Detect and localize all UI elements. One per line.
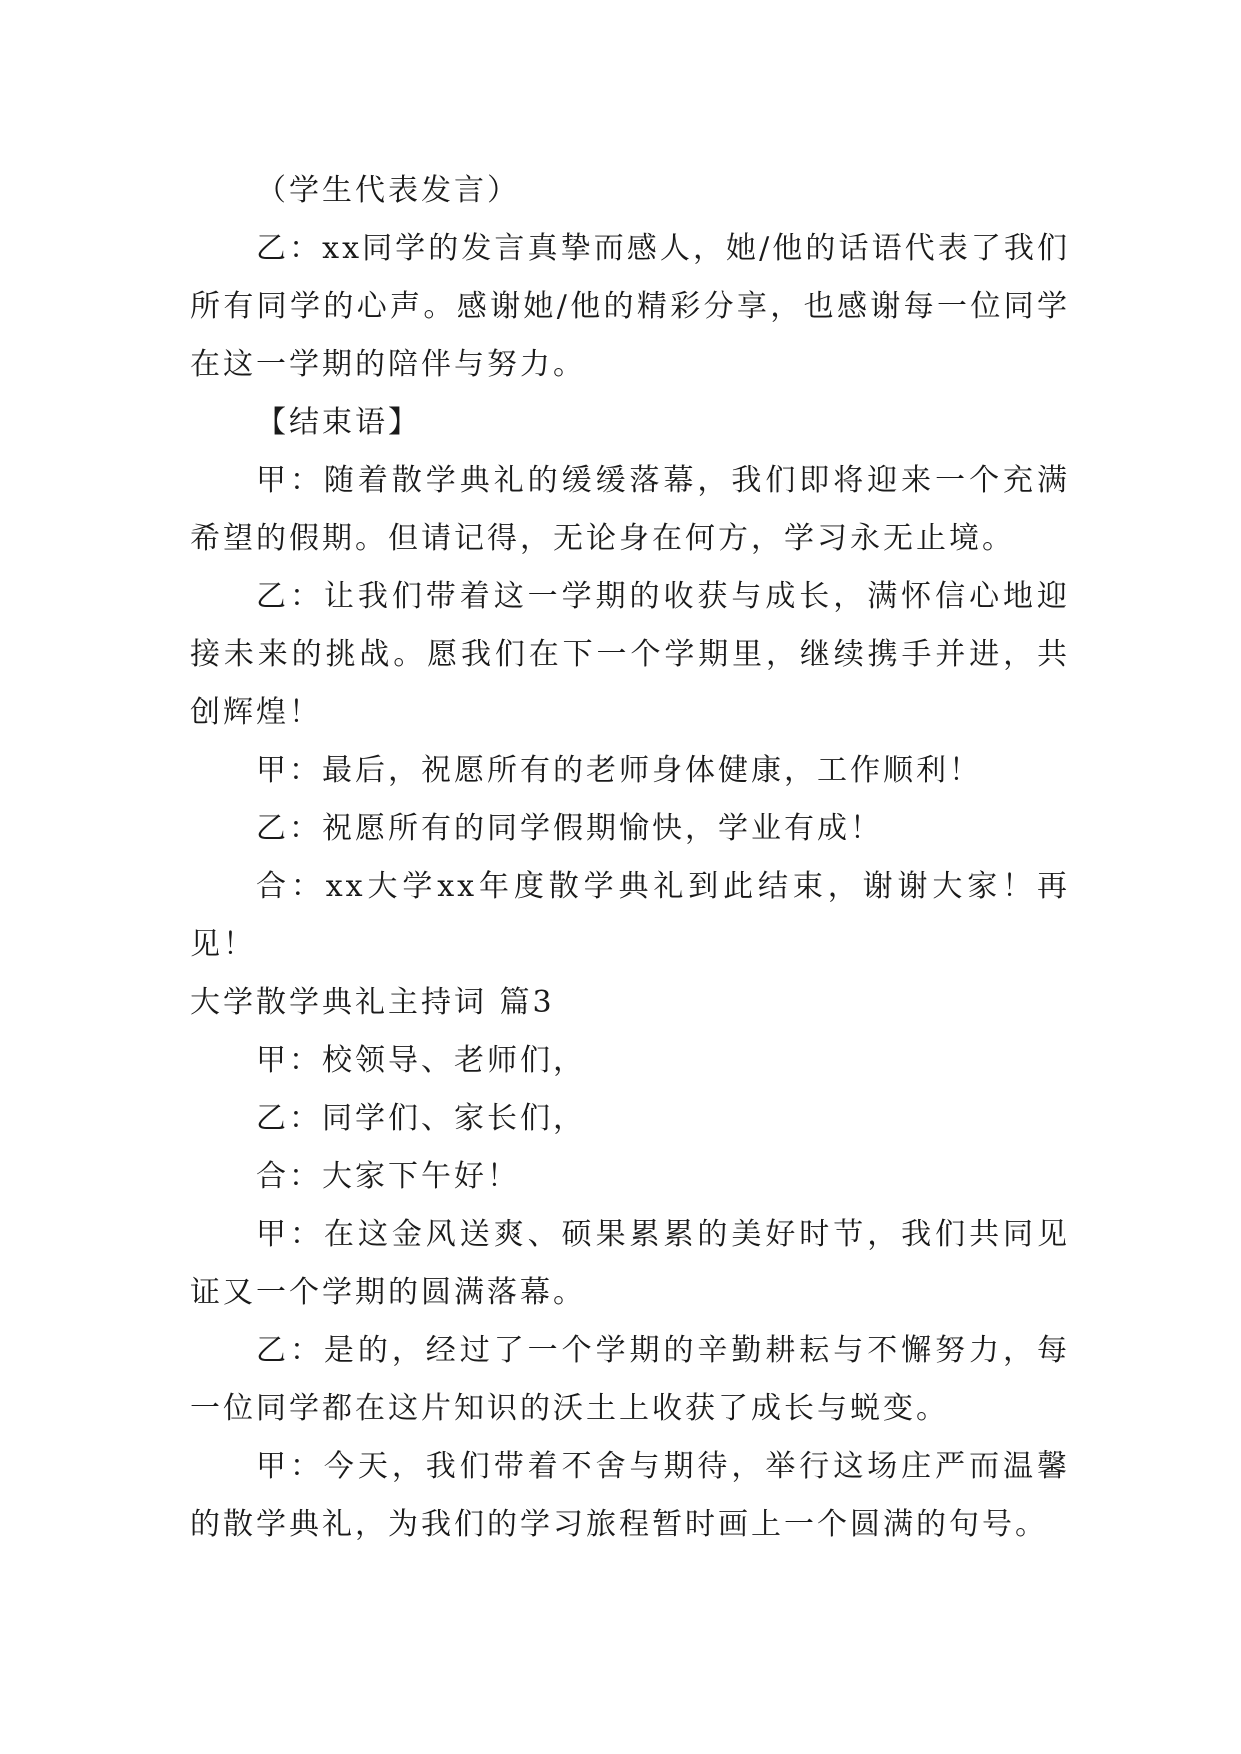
paragraph-yi-thanks: 乙：xx同学的发言真挚而感人，她/他的话语代表了我们所有同学的心声。感谢她/他的精彩分享，也感谢每一位同学在这一学期的陪伴与努力。 [190, 231, 1070, 382]
section-title: 大学散学典礼主持词 篇3 [190, 985, 555, 1020]
paragraph-yi-students: 乙：祝愿所有的同学假期愉快，学业有成！ [256, 811, 883, 846]
paragraph-jia-closing: 甲：随着散学典礼的缓缓落幕，我们即将迎来一个充满希望的假期。但请记得，无论身在何方，学习永无止境。 [190, 463, 1070, 556]
paragraph-yi-future: 乙：让我们带着这一学期的收获与成长，满怀信心地迎接未来的挑战。愿我们在下一个学期里，继续携手并进，共创辉煌！ [190, 579, 1070, 730]
paragraph-jia-season: 甲：在这金风送爽、硕果累累的美好时节，我们共同见证又一个学期的圆满落幕。 [190, 1217, 1070, 1310]
paragraph-yi-growth: 乙：是的，经过了一个学期的辛勤耕耘与不懈努力，每一位同学都在这片知识的沃土上收获了成长与蜕变。 [190, 1333, 1070, 1426]
document-body [190, 162, 1070, 1554]
paragraph-he-end: 合：xx大学xx年度散学典礼到此结束，谢谢大家！再见！ [190, 869, 1070, 962]
paragraph-he-greeting: 合：大家下午好！ [256, 1159, 520, 1194]
paragraph-closing-heading: 【结束语】 [256, 405, 421, 440]
paragraph-jia-teachers: 甲：最后，祝愿所有的老师身体健康，工作顺利！ [256, 753, 982, 788]
paragraph-jia-greeting: 甲：校领导、老师们， [256, 1043, 586, 1078]
paragraph-jia-ceremony: 甲：今天，我们带着不舍与期待，举行这场庄严而温馨的散学典礼，为我们的学习旅程暂时画上一个圆满的句号。 [190, 1449, 1070, 1542]
paragraph-student-speech-note: （学生代表发言） [256, 173, 520, 208]
paragraph-yi-greeting: 乙：同学们、家长们， [256, 1101, 586, 1136]
